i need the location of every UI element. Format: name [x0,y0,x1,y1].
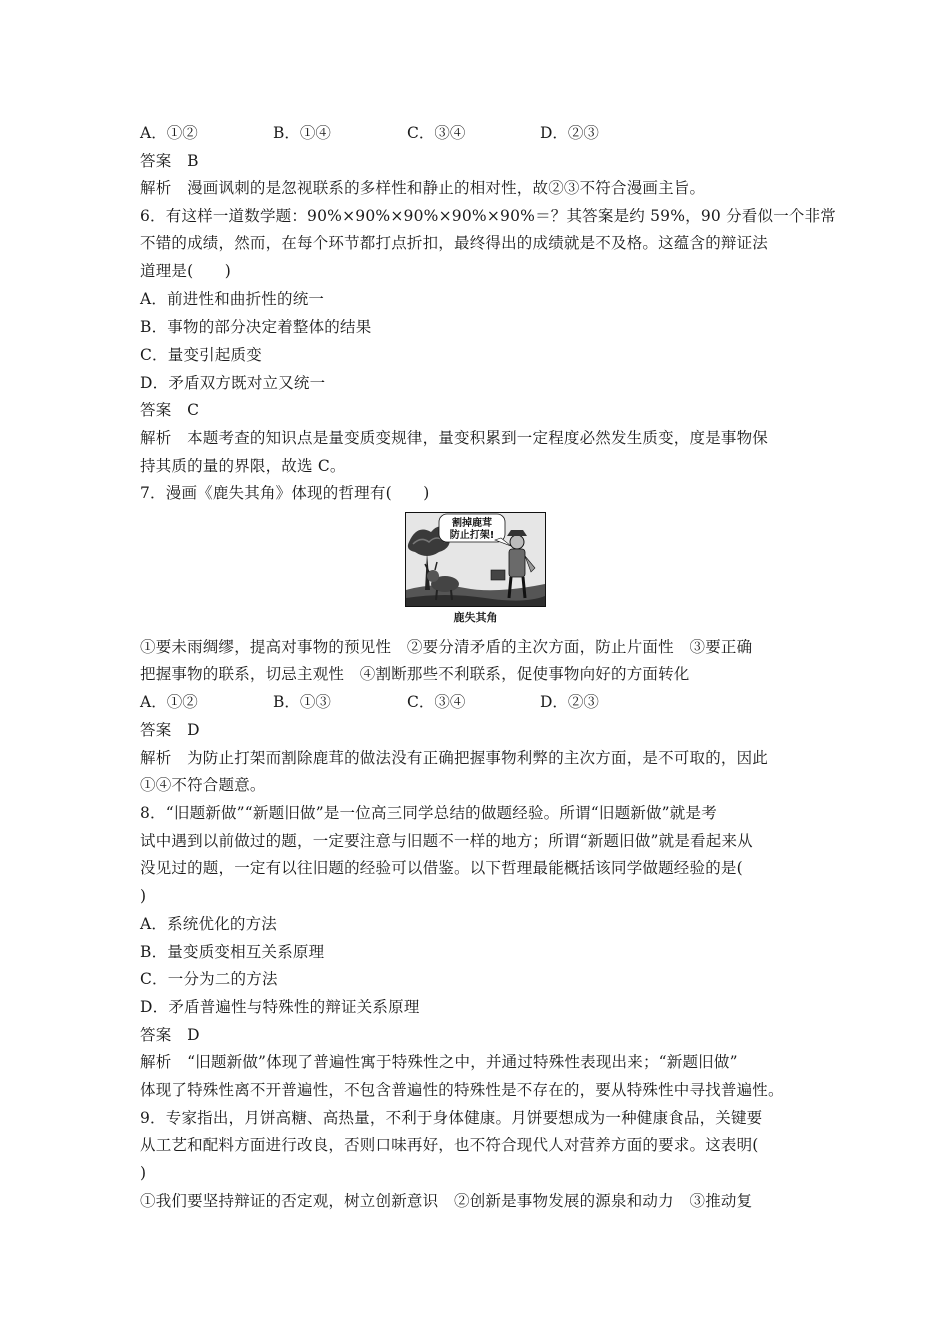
q7-analysis-line-1: 解析 为防止打架而割除鹿茸的做法没有正确把握事物利弊的主次方面，是不可取的，因此 [140,749,769,767]
q8-answer: 答案 D [140,1026,200,1044]
q7-statements-line-2: 把握事物的联系，切忌主观性 ④割断那些不利联系，促使事物向好的方面转化 [140,665,690,683]
q7-analysis-line-2: ①④不符合题意。 [140,776,266,794]
q8-stem-line-3: 没见过的题，一定有以往旧题的经验可以借鉴。以下哲理最能概括该同学做题经验的是( [140,859,743,877]
q5-analysis: 解析 漫画讽刺的是忽视联系的多样性和静止的相对性，故②③不符合漫画主旨。 [140,179,706,197]
q8-analysis-line-1: 解析 “旧题新做”体现了普遍性寓于特殊性之中，并通过特殊性表现出来；“新题旧做” [140,1053,738,1071]
q5-option-b: B．①④ [273,124,331,142]
q9-statements-line-1: ①我们要坚持辩证的否定观，树立创新意识 ②创新是事物发展的源泉和动力 ③推动复 [140,1192,753,1210]
q8-option-c: C．一分为二的方法 [140,970,278,988]
q9-stem-line-1: 9．专家指出，月饼高糖、高热量，不利于身体健康。月饼要想成为一种健康食品，关键要 [140,1109,763,1127]
q6-option-b: B．事物的部分决定着整体的结果 [140,318,372,336]
q6-option-d: D．矛盾双方既对立又统一 [140,374,326,392]
q8-option-b: B．量变质变相互关系原理 [140,943,325,961]
q8-analysis-line-2: 体现了特殊性离不开普遍性，不包含普遍性的特殊性是不存在的，要从特殊性中寻找普遍性。 [140,1081,784,1099]
q6-stem-line-3: 道理是( ) [140,262,231,280]
q8-stem-line-2: 试中遇到以前做过的题，一定要注意与旧题不一样的地方；所谓“新题旧做”就是看起来从 [140,832,753,850]
q6-analysis-line-1: 解析 本题考查的知识点是量变质变规律，量变积累到一定程度必然发生质变，度是事物保 [140,429,769,447]
q6-stem-line-2: 不错的成绩，然而，在每个环节都打点折扣，最终得出的成绩就是不及格。这蕴含的辩证法 [140,234,769,252]
q9-stem-line-2: 从工艺和配料方面进行改良，否则口味再好，也不符合现代人对营养方面的要求。这表明( [140,1136,759,1154]
q8-option-d: D．矛盾普遍性与特殊性的辩证关系原理 [140,998,420,1016]
q8-stem-line-1: 8．“旧题新做”“新题旧做”是一位高三同学总结的做题经验。所谓“旧题新做”就是考 [140,804,717,822]
q5-option-a: A．①② [140,124,198,142]
q7-option-b: B．①③ [273,693,331,711]
q6-option-c: C．量变引起质变 [140,346,262,364]
cartoon-bubble-line-2: 防止打架! [449,530,495,541]
q9-stem-line-3: ) [140,1164,147,1182]
q6-answer: 答案 C [140,401,200,419]
q7-option-d: D．②③ [540,693,599,711]
figure-caption: 鹿失其角 [453,611,498,624]
q6-analysis-line-2: 持其质的量的界限，故选 C。 [140,457,346,475]
q7-option-a: A．①② [140,693,198,711]
cartoon-bubble-line-1: 割掉鹿茸 [452,518,492,529]
q7-answer: 答案 D [140,721,200,739]
q7-stem: 7．漫画《鹿失其角》体现的哲理有( ) [140,484,430,502]
cartoon-image [405,512,546,607]
q8-option-a: A．系统优化的方法 [140,915,277,933]
q5-option-d: D．②③ [540,124,599,142]
q5-option-c: C．③④ [407,124,466,142]
q5-answer: 答案 B [140,152,199,170]
q7-statements-line-1: ①要未雨绸缪，提高对事物的预见性 ②要分清矛盾的主次方面，防止片面性 ③要正确 [140,638,753,656]
q8-stem-line-4: ) [140,887,147,905]
q6-option-a: A．前进性和曲折性的统一 [140,290,325,308]
q7-option-c: C．③④ [407,693,466,711]
q6-stem-line-1: 6．有这样一道数学题：90%×90%×90%×90%×90%＝？其答案是约 59%，90 分看似一个非常 [140,207,836,225]
